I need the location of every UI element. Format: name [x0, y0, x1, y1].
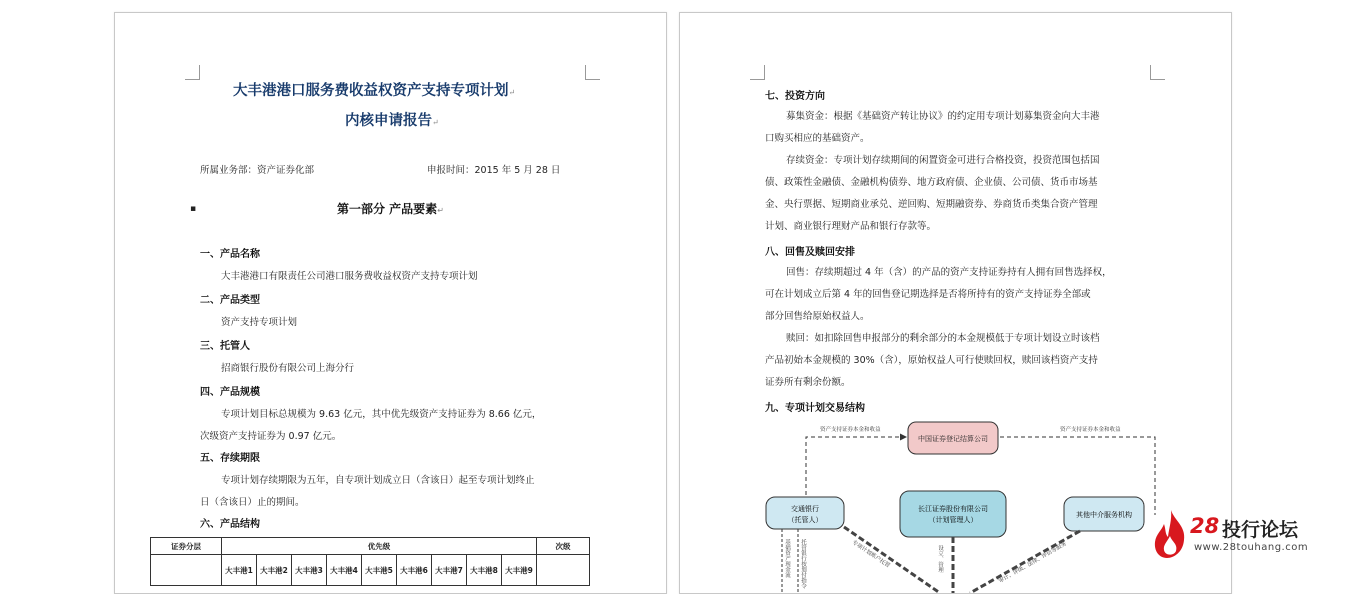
- section-heading: 二、产品类型: [200, 295, 260, 306]
- table-header-priority: 优先级: [222, 538, 537, 555]
- report-subtitle: 内核申请报告↵: [345, 112, 439, 129]
- section-text: 专项计划目标总规模为 9.63 亿元，其中优先级资产支持证券为 8.66 亿元，: [221, 409, 542, 420]
- paragraph-line: 部分回售给原始权益人。: [765, 311, 870, 322]
- section-text: 资产支持专项计划: [221, 317, 298, 328]
- flow-left-line: [806, 437, 906, 495]
- section-heading: 一、产品名称: [200, 249, 260, 260]
- section-heading: 七、投资方向: [765, 91, 825, 102]
- table-header-class: 证券分层: [151, 538, 222, 555]
- custodian-label-1: 交通银行: [791, 505, 819, 513]
- flow-vertical-label-2: 托管银行按划付指令: [800, 539, 806, 589]
- part-title: 第一部分 产品要素↵: [337, 202, 444, 216]
- paragraph-line: 计划、商业银行理财产品和银行存款等。: [765, 221, 937, 232]
- section-heading: 五、存续期限: [200, 453, 260, 464]
- paragraph-line: 存续资金：专项计划存续期间的闲置资金可进行合格投资，投资范围包括国: [786, 155, 1100, 166]
- section-heading: 八、回售及赎回安排: [765, 247, 855, 258]
- manager-label-2: （计划管理人）: [928, 516, 978, 524]
- paragraph-line: 产品初始本金规模的 30%（含），原始权益人可行使赎回权，赎回该档资产支持: [765, 355, 1098, 366]
- section-heading: 四、产品规模: [200, 387, 260, 398]
- department-label: 所属业务部：资产证券化部: [200, 165, 315, 176]
- flow-custody-label: 专项计划账户托管: [850, 539, 891, 570]
- manager-box: [900, 491, 1006, 537]
- flow-audit-line: [970, 531, 1080, 593]
- logo-number: 28: [1190, 514, 1220, 538]
- document-page-1: [114, 12, 667, 594]
- paragraph-line: 债、政策性金融债、金融机构债券、地方政府债、企业债、公司债、货币市场基: [765, 177, 1098, 188]
- section-text: 专项计划存续期限为五年，自专项计划成立日（含该日）起至专项计划终止: [221, 475, 535, 486]
- flow-vertical-label: 基础资产现金流: [784, 539, 790, 578]
- document-page-2: [679, 12, 1232, 594]
- section-text: 次级资产支持证券为 0.97 亿元。: [200, 431, 342, 442]
- bullet: ▪: [190, 204, 197, 214]
- tranche-cell: 大丰港5: [362, 555, 397, 586]
- tranche-cell: 大丰港7: [432, 555, 467, 586]
- table-header-sub: 次级: [537, 538, 590, 555]
- tranche-cell: 大丰港9: [502, 555, 537, 586]
- flow-setup-label: 设立、管理: [937, 545, 943, 573]
- table-cell: [537, 555, 590, 586]
- manager-label-1: 长江证券股份有限公司: [918, 505, 988, 513]
- tranche-cell: 大丰港1: [222, 555, 257, 586]
- section-heading: 三、托管人: [200, 341, 250, 352]
- tranche-cell: 大丰港3: [292, 555, 327, 586]
- custodian-label-2: （托管人）: [787, 516, 823, 524]
- crop-mark: [1150, 65, 1165, 80]
- product-structure-table: [150, 537, 590, 586]
- paragraph-line: 可在计划成立后第 4 年的回售登记期选择是否将所持有的资产支持证券全部或: [765, 289, 1091, 300]
- flow-audit-label: 审计、评级、法律、评估等服务: [998, 541, 1068, 585]
- paragraph-line: 口购买相应的基础资产。: [765, 133, 870, 144]
- tranche-cell: 大丰港4: [327, 555, 362, 586]
- crop-mark: [750, 65, 765, 80]
- section-heading: 九、专项计划交易结构: [765, 403, 865, 414]
- tranche-cell: 大丰港2: [257, 555, 292, 586]
- section-heading: 六、产品结构: [200, 519, 260, 530]
- flame-icon: [1152, 508, 1190, 560]
- crop-mark: [185, 65, 200, 80]
- tranche-cell: 大丰港8: [467, 555, 502, 586]
- flow-left-label: 资产支持证券本金和收益: [820, 427, 881, 433]
- csdc-label: 中国证券登记结算公司: [918, 435, 988, 443]
- section-text: 招商银行股份有限公司上海分行: [221, 363, 355, 374]
- custodian-box: [766, 497, 844, 529]
- section-text: 日（含该日）止的期间。: [200, 497, 305, 508]
- forum-logo: [1152, 508, 1322, 560]
- transaction-structure-diagram: [760, 415, 1160, 593]
- paragraph-line: 回售：存续期超过 4 年（含）的产品的资产支持证券持有人拥有回售选择权，: [786, 267, 1112, 278]
- paragraph-line: 赎回：如扣除回售申报部分的剩余部分的本金规模低于专项计划设立时该档: [786, 333, 1100, 344]
- paragraph-line: 募集资金：根据《基础资产转让协议》的约定用专项计划募集资金向大丰港: [786, 111, 1100, 122]
- submit-date: 申报时间：2015 年 5 月 28 日: [427, 165, 561, 176]
- paragraph-line: 金、央行票据、短期商业承兑、逆回购、短期融资券、券商货币类集合资产管理: [765, 199, 1098, 210]
- table-cell: [151, 555, 222, 586]
- logo-url: www.28touhang.com: [1194, 542, 1309, 553]
- logo-name: 投行论坛: [1222, 519, 1299, 541]
- report-title: 大丰港港口服务费收益权资产支持专项计划↵: [233, 82, 516, 99]
- tranche-cell: 大丰港6: [397, 555, 432, 586]
- crop-mark: [585, 65, 600, 80]
- paragraph-line: 证券所有剩余份额。: [765, 377, 851, 388]
- flow-right-label: 资产支持证券本金和收益: [1060, 427, 1121, 433]
- section-text: 大丰港港口有限责任公司港口服务费收益权资产支持专项计划: [221, 271, 478, 282]
- intermediary-label: 其他中介服务机构: [1076, 511, 1132, 519]
